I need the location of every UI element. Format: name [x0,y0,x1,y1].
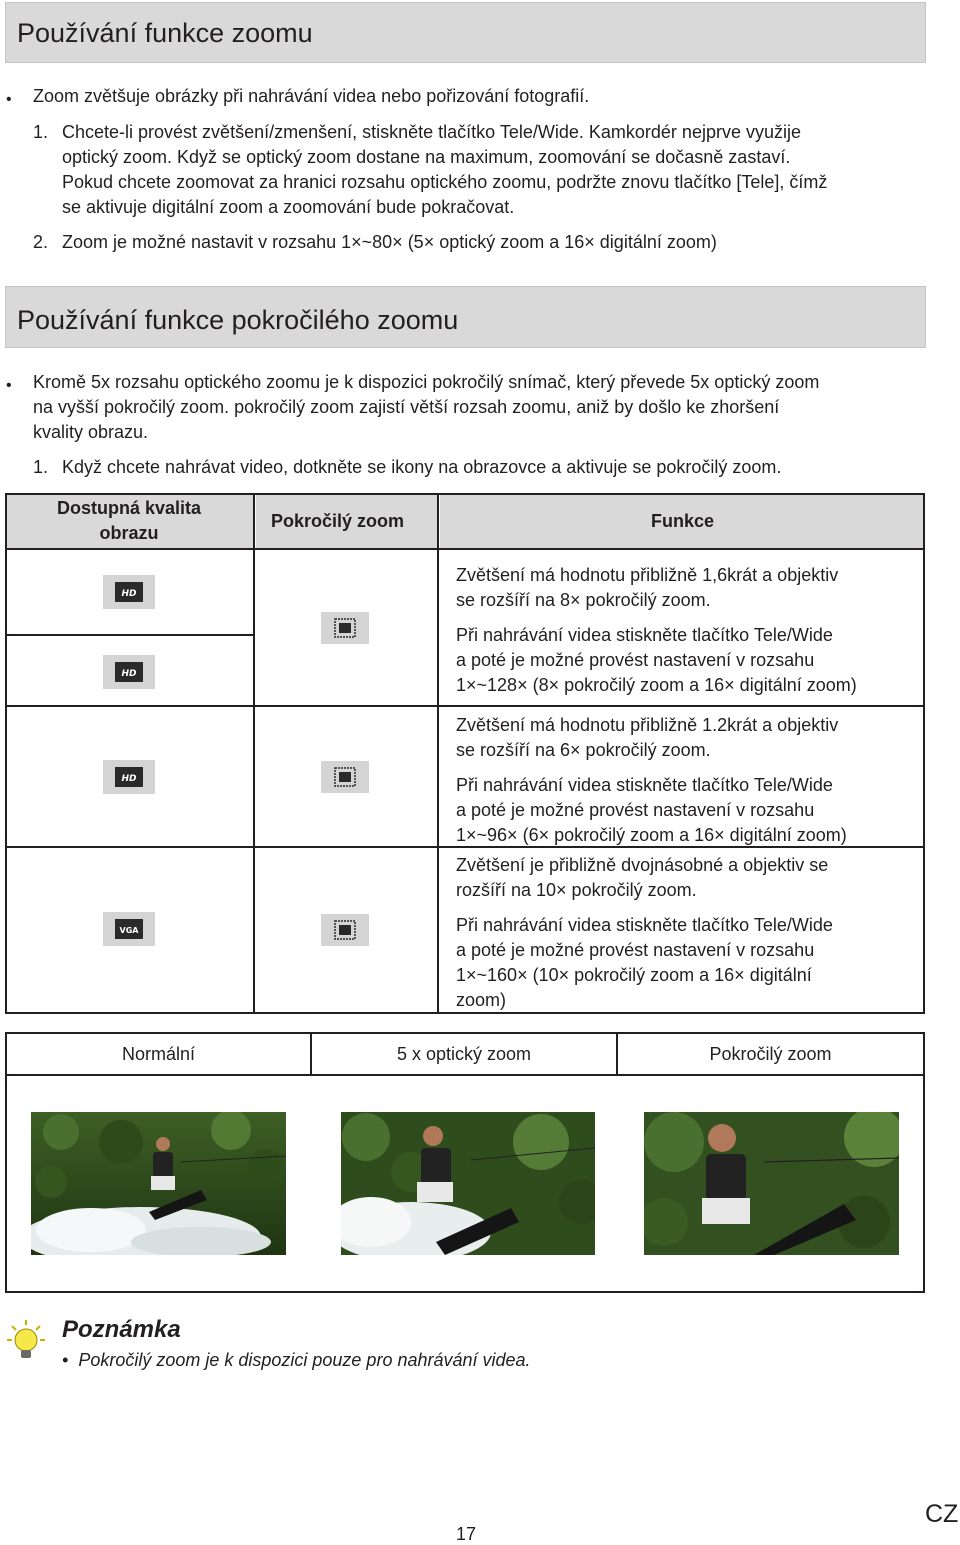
table-border [5,705,925,707]
row1-desc [456,563,916,613]
list-item-text: optický zoom. Když se optický zoom dostane na maximum, zoomování se dočasně zastaví. [62,147,791,167]
text-line: 1×~160× (10× pokročilý zoom a 16× digitální [456,965,812,985]
list-item-text: se aktivuje digitální zoom a zoomování bude pokračovat. [62,197,515,217]
advanced-intro-line: Kromě 5x rozsahu optického zoomu je k dispozici pokročilý snímač, který převede 5x optický zoom [33,372,820,392]
text-line: se rozšíří na 6× pokročilý zoom. [456,740,711,760]
text-line: rozšíří na 10× pokročilý zoom. [456,880,697,900]
text-line: se rozšíří na 8× pokročilý zoom. [456,590,711,610]
list-number: 2. [33,232,49,252]
full-hd-icon [103,575,155,609]
row2-range [456,773,916,848]
table-border [923,1032,925,1293]
svg-text:VGA: VGA [119,926,139,935]
svg-text:HD: HD [121,669,137,679]
table-border [437,493,439,1014]
bullet-icon: • [6,377,12,394]
list-item-text: Zoom je možné nastavit v rozsahu 1×~80× (5× optický zoom a 16× digitální zoom) [62,232,717,252]
row3-desc [456,853,916,903]
language-code: CZ [925,1500,959,1528]
zoom-8x-icon [321,612,369,644]
table-border [253,493,255,1014]
header-line: Dostupná kvalita [56,498,202,518]
text-line: Zvětšení má hodnotu přibližně 1.2krát a objektiv [456,715,839,735]
text-line: Při nahrávání videa stiskněte tlačítko Tele/Wide [456,775,833,795]
bullet-icon: • [6,91,12,108]
list-number: 1. [33,457,49,477]
text-line: Zvětšení má hodnotu přibližně 1,6krát a objektiv [456,565,839,585]
header-line: obrazu [99,523,159,543]
vga-icon [103,912,155,946]
row3-range [456,913,916,1013]
list-item-text: Pokud chcete zoomovat za hranici rozsahu optického zoomu, podržte znovu tlačítko [Tele], čímž [62,172,828,192]
text-line: Při nahrávání videa stiskněte tlačítko Tele/Wide [456,625,833,645]
table-header-function: Funkce [440,493,925,549]
text-line: Při nahrávání videa stiskněte tlačítko Tele/Wide [456,915,833,935]
lightbulb-icon [4,1318,48,1362]
list-item-text: Chcete-li provést zvětšení/zmenšení, stiskněte tlačítko Tele/Wide. Kamkordér nejprve využije [62,122,801,142]
zoom-intro-text: Zoom zvětšuje obrázky při nahrávání videa nebo pořizování fotografií. [33,86,590,106]
page-number: 17 [456,1524,477,1544]
section-header-advanced-zoom [5,286,926,348]
table-header-advanced-zoom: Pokročilý zoom [256,493,437,549]
note-item [62,1350,531,1371]
table-border [5,493,925,495]
table-border [5,493,7,1014]
table-border [923,493,925,1014]
table-border [5,634,253,636]
table-header-quality [5,493,253,549]
text-line: Zvětšení je přibližně dvojnásobné a objektiv se [456,855,829,875]
hd-icon [103,655,155,689]
section-title-zoom: Používání funkce zoomu [17,18,313,48]
row2-desc [456,713,916,763]
text-line: a poté je možné provést nastavení v rozsahu [456,650,815,670]
section-header-zoom [5,2,926,63]
photo-optical-zoom [341,1112,595,1255]
label-normal: Normální [121,1043,196,1064]
photo-normal [31,1112,286,1255]
photo-advanced-zoom [644,1112,899,1255]
bullet-icon: • [62,1350,79,1370]
zoom-10x-icon [321,914,369,946]
hd-wide-icon [103,760,155,794]
text-line: a poté je možné provést nastavení v rozsahu [456,940,815,960]
row1-range [456,623,916,698]
table-border [5,548,925,550]
text-line: zoom) [456,990,507,1010]
note-text: Pokročilý zoom je k dispozici pouze pro nahrávání videa. [78,1350,531,1370]
text-line: a poté je možné provést nastavení v rozsahu [456,800,815,820]
label-advanced-zoom: Pokročilý zoom [709,1043,832,1064]
label-optical-zoom: 5 x optický zoom [396,1043,532,1064]
zoom-6x-icon [321,761,369,793]
svg-text:HD: HD [121,589,137,599]
advanced-intro-line: kvality obrazu. [33,422,149,442]
list-number: 1. [33,122,49,142]
text-line: 1×~128× (8× pokročilý zoom a 16× digitální zoom) [456,675,857,695]
list-item-text: Když chcete nahrávat video, dotkněte se ikony na obrazovce a aktivuje se pokročilý zoom. [62,457,782,477]
svg-text:HD: HD [121,774,137,784]
section-title-advanced-zoom: Používání funkce pokročilého zoomu [17,305,459,335]
advanced-intro-line: na vyšší pokročilý zoom. pokročilý zoom zajistí větší rozsah zoomu, aniž by došlo ke zhoršení [33,397,780,417]
text-line: 1×~96× (6× pokročilý zoom a 16× digitální zoom) [456,825,847,845]
note-title: Poznámka [62,1316,181,1343]
table-border [5,1291,925,1293]
